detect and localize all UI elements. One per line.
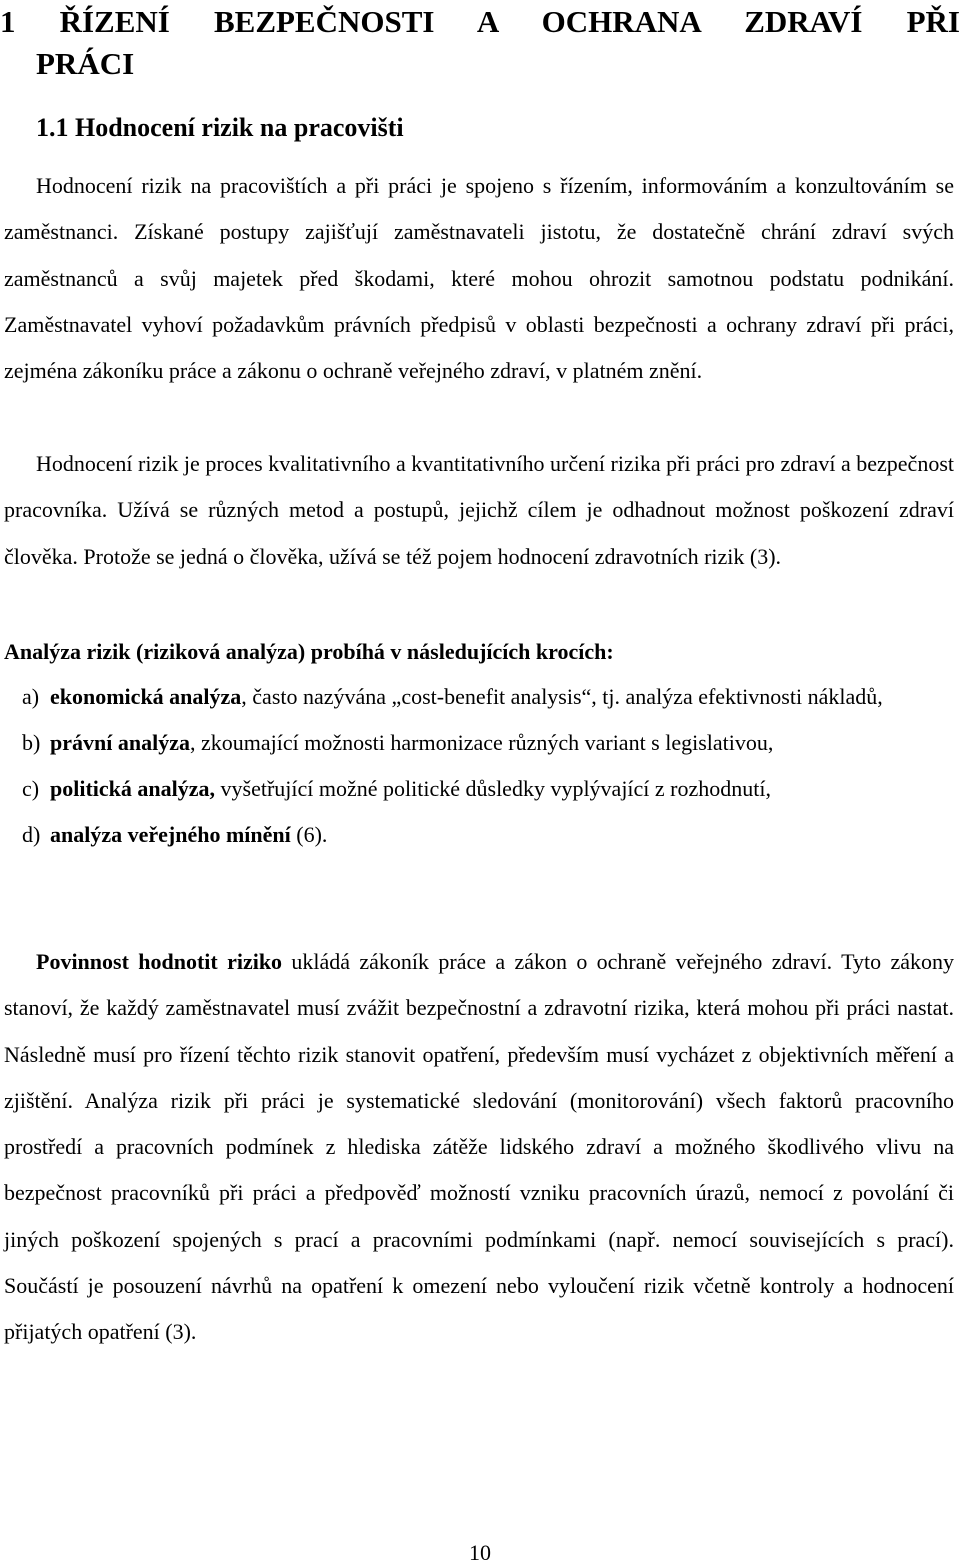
list-item-text: (6).: [290, 822, 328, 847]
list-item: [0, 766, 956, 812]
analysis-steps-heading: Analýza rizik (riziková analýza) probíhá v následujících krocích:: [4, 639, 614, 664]
chapter-heading-continuation: PRÁCI: [36, 46, 135, 81]
list-marker: a): [22, 684, 40, 709]
paragraph-definition: Hodnocení rizik je proces kvalitativního a kvantitativního určení rizika při práci pro zdraví a bezpečnost pracovníka. Užívá se různých metod a postupů, jejichž cílem je odhadnout možnost poškození zdraví člověka. Protože se jedná o člověka, užívá se též pojem hodnocení zdravotních rizik (3).: [4, 451, 954, 569]
paragraph-lead-bold: Povinnost hodnotit riziko: [36, 949, 283, 974]
list-item-text: , zkoumající možnosti harmonizace různých variant s legislativou,: [189, 730, 774, 755]
list-item-text: vyšetřující možné politické důsledky vyplývající z rozhodnutí,: [215, 776, 771, 801]
list-marker: d): [22, 822, 41, 847]
chapter-heading: 1 ŘÍZENÍ BEZPEČNOSTI A OCHRANA ZDRAVÍ PŘI: [0, 4, 960, 39]
list-item-term: politická analýza,: [50, 776, 216, 801]
list-item-term: ekonomická analýza: [50, 684, 242, 709]
list-item-term: analýza veřejného mínění: [50, 822, 291, 847]
section-heading: 1.1 Hodnocení rizik na pracovišti: [36, 113, 404, 142]
analysis-steps-list: [0, 674, 956, 858]
paragraph-intro: Hodnocení rizik na pracovištích a při práci je spojeno s řízením, informováním a konzultováním se zaměstnanci. Získané postupy zajišťují zaměstnavateli jistotu, že dostatečně chrání zdraví svých zaměstnanců a svůj majetek před škodami, které mohou ohrozit samotnou podstatu podnikání. Zaměstnavatel vyhoví požadavkům právních předpisů v oblasti bezpečnosti a ochrany zdraví při práci, zejména zákoníku práce a zákonu o ochraně veřejného zdraví, v platném znění.: [4, 173, 954, 384]
paragraph-obligation: [4, 939, 954, 1356]
page-number: 10: [469, 1540, 491, 1565]
list-item: [0, 720, 956, 766]
list-marker: b): [22, 730, 41, 755]
paragraph-body: ukládá zákoník práce a zákon o ochraně veřejného zdraví. Tyto zákony stanoví, že každý zaměstnavatel musí zvážit bezpečnostní a zdravotní rizika, která mohou při práci nastat. Následně musí pro řízení těchto rizik stanovit opatření, především musí vycházet z objektivních měření a zjištění. Analýza rizik při práci je systematické sledování (monitorování) všech faktorů pracovního prostředí a pracovních podmínek z hlediska zátěže lidského zdraví a možného škodlivého vlivu na bezpečnost pracovníků při práci a předpověď možností vzniku pracovních úrazů, nemocí z povolání či jiných poškození spojených s prací a pracovními podmínkami (např. nemocí souvisejících s prací). Součástí je posouzení návrhů na opatření k omezení nebo vyloučení rizik včetně kontroly a hodnocení přijatých opatření (3).: [4, 949, 954, 1345]
list-item: [0, 812, 956, 858]
list-item-text: , často nazývána „cost-benefit analysis“, tj. analýza efektivnosti nákladů,: [241, 684, 883, 709]
list-marker: c): [22, 776, 40, 801]
list-item: [0, 674, 956, 720]
list-item-term: právní analýza: [50, 730, 190, 755]
